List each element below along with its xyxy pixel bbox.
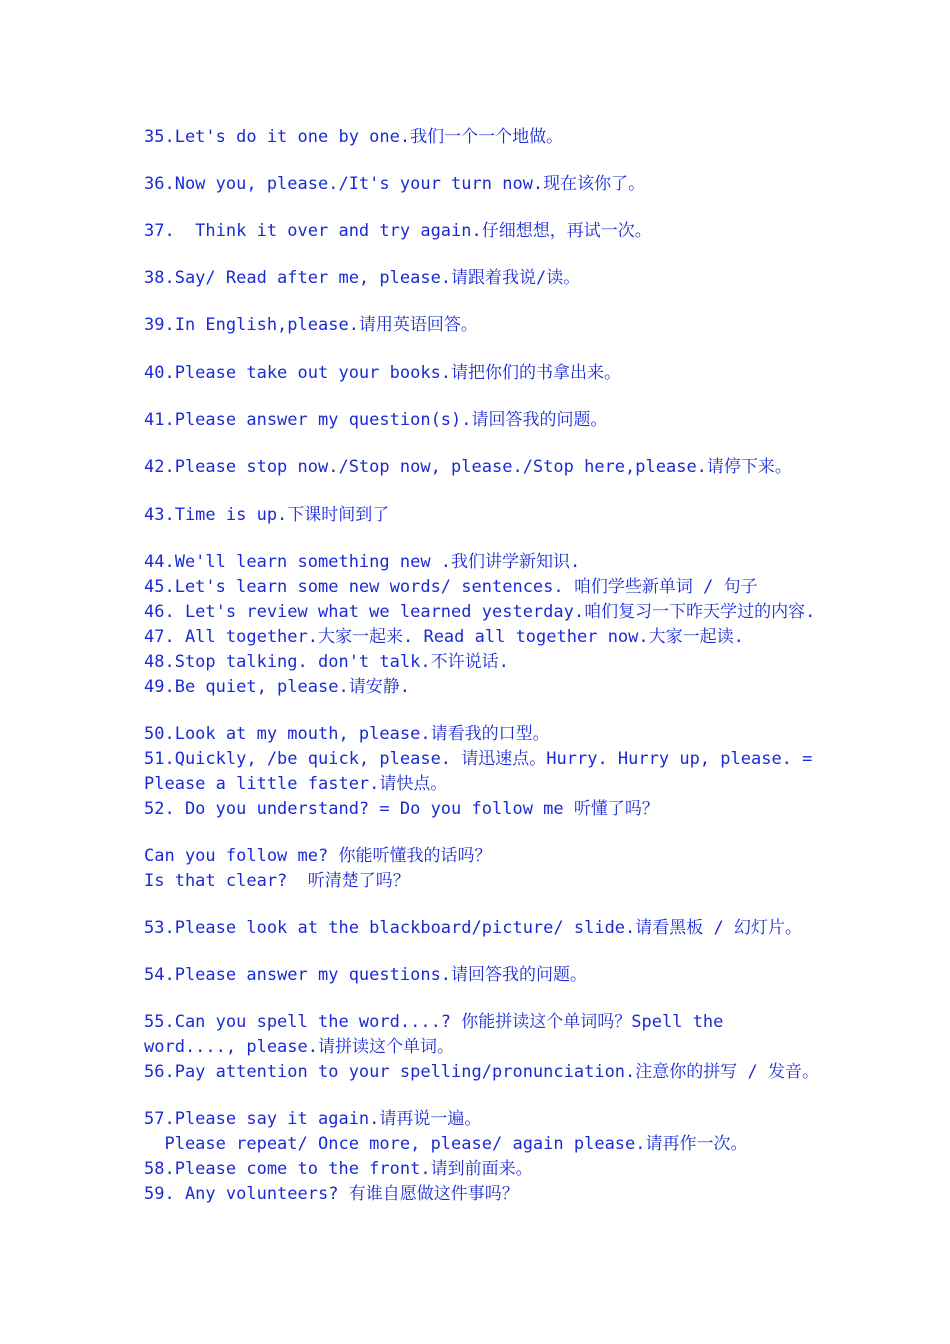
text-line-44: 44.We'll learn something new .我们讲学新知识. [144, 552, 581, 572]
text-line-55-cont: word...., please.请拼读这个单词。 [144, 1037, 454, 1057]
text-line-47: 47. All together.大家一起来. Read all together now.大家一起读. [144, 627, 744, 647]
text-line-56: 56.Pay attention to your spelling/pronunciation.注意你的拼写 / 发音。 [144, 1062, 819, 1082]
text-line-41: 41.Please answer my question(s).请回答我的问题。 [144, 410, 608, 430]
text-line-49: 49.Be quiet, please.请安静. [144, 677, 410, 697]
text-line-58: 58.Please come to the front.请到前面来。 [144, 1159, 533, 1179]
text-line-52: 52. Do you understand? = Do you follow me 听懂了吗？ [144, 799, 659, 819]
text-line-43: 43.Time is up.下课时间到了 [144, 505, 390, 525]
text-line-51-cont: Please a little faster.请快点。 [144, 774, 448, 794]
text-line-52-a: Can you follow me? 你能听懂我的话吗？ [144, 846, 492, 866]
text-line-39: 39.In English,please.请用英语回答。 [144, 315, 478, 335]
text-line-35: 35.Let's do it one by one.我们一个一个地做。 [144, 127, 564, 147]
text-line-38: 38.Say/ Read after me, please.请跟着我说/读。 [144, 268, 581, 288]
text-line-52-b: Is that clear? 听清楚了吗？ [144, 871, 410, 891]
text-line-51: 51.Quickly, /be quick, please. 请迅速点。Hurry. Hurry up, please. = [144, 749, 813, 769]
text-line-59: 59. Any volunteers? 有谁自愿做这件事吗？ [144, 1184, 519, 1204]
text-line-57-cont: Please repeat/ Once more, please/ again please.请再作一次。 [144, 1134, 748, 1154]
text-line-54: 54.Please answer my questions.请回答我的问题。 [144, 965, 588, 985]
text-line-50: 50.Look at my mouth, please.请看我的口型。 [144, 724, 550, 744]
text-line-40: 40.Please take out your books.请把你们的书拿出来。 [144, 363, 622, 383]
text-line-37: 37. Think it over and try again.仔细想想，再试一次。 [144, 221, 652, 241]
text-line-53: 53.Please look at the blackboard/picture/ slide.请看黑板 / 幻灯片。 [144, 918, 802, 938]
text-line-46: 46. Let's review what we learned yesterday.咱们复习一下昨天学过的内容. [144, 602, 816, 622]
text-line-48: 48.Stop talking. don't talk.不许说话. [144, 652, 509, 672]
text-line-55: 55.Can you spell the word....? 你能拼读这个单词吗？Spell the [144, 1012, 724, 1032]
text-line-36: 36.Now you, please./It's your turn now.现在该你了。 [144, 174, 646, 194]
text-line-57: 57.Please say it again.请再说一遍。 [144, 1109, 482, 1129]
text-line-42: 42.Please stop now./Stop now, please./Stop here,please.请停下来。 [144, 457, 792, 477]
text-line-45: 45.Let's learn some new words/ sentences. 咱们学些新单词 / 句子 [144, 577, 758, 597]
